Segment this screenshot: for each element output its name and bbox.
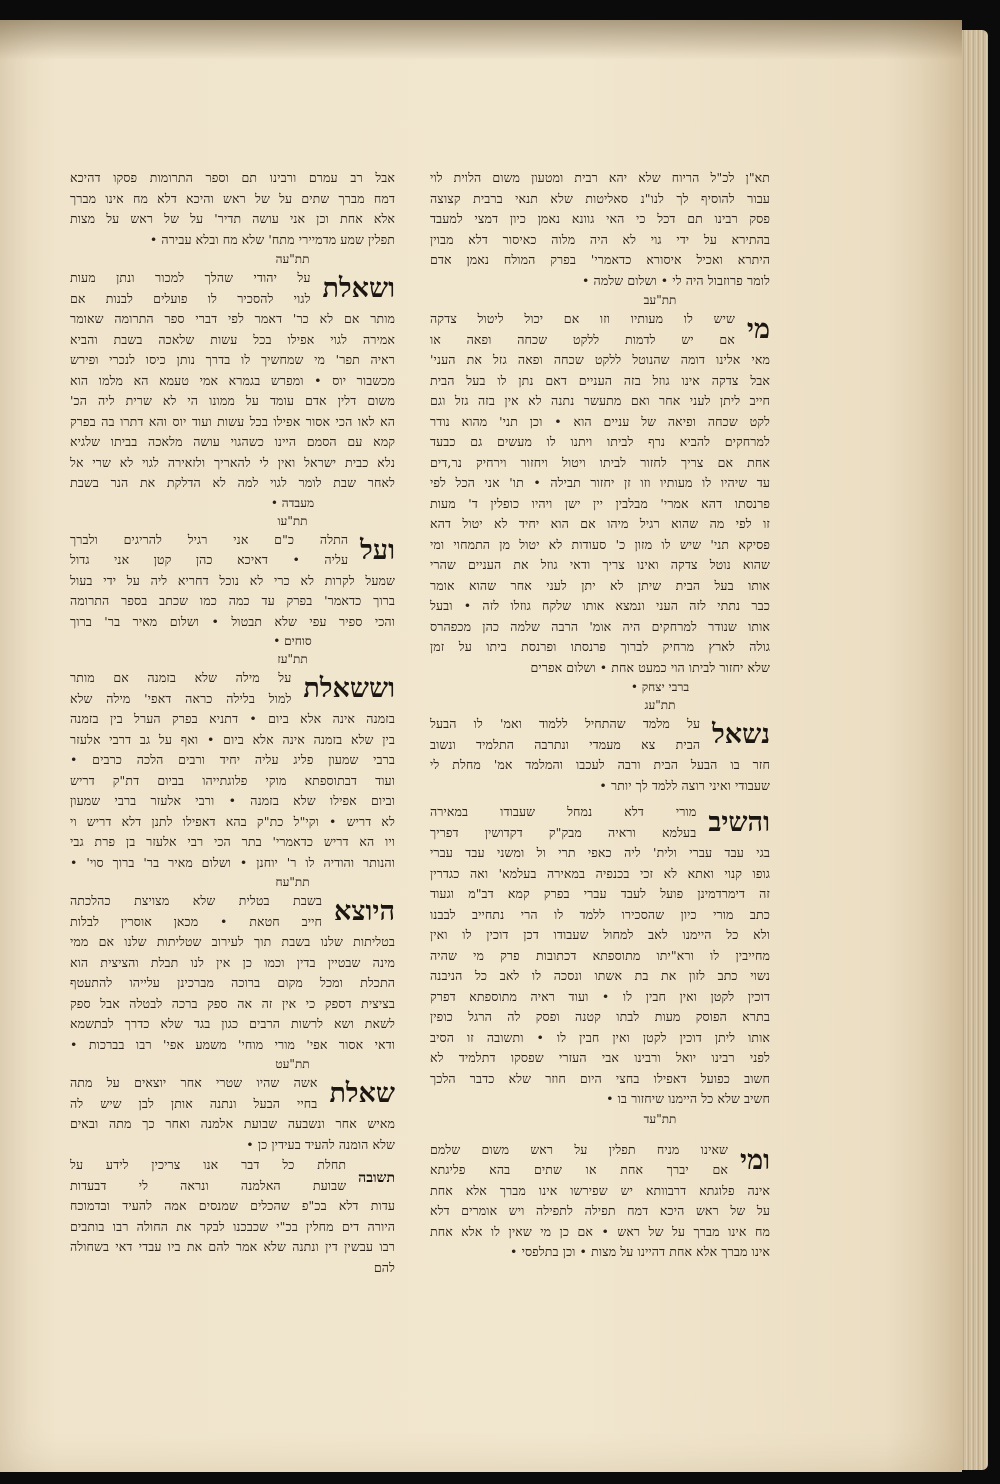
entry-lead <box>430 714 700 755</box>
signoff: ברבי יצחק • <box>630 680 690 694</box>
section-number: תת"עד <box>643 1111 677 1126</box>
right-intro <box>430 168 770 291</box>
text-line: אותו בעל הבית שיתן לא יתן לעני אחר שהוא אומר <box>430 577 770 593</box>
text-line: ראיה תפר' מי שמחשיך לו בדרך נותן כיסו לנכרי ופירש <box>70 352 395 367</box>
entry-body <box>70 1114 395 1155</box>
text-line: מח אינו מברך על של ראש • אם כן מי שאין לו אלא אחת <box>430 1223 770 1239</box>
text-line: בשבת בטלית שלא מצויצת כהלכתה <box>70 893 322 908</box>
section-number: תת"עה <box>275 252 310 266</box>
text-line: היורה דים מחלין בכ"י שכבכנו לבקר את החולה רבו בותבים <box>70 1218 395 1234</box>
text-line: התלה כ"ם אני רגיל להריגים ולברך <box>70 531 349 547</box>
text-line: על מלמד שהתחיל ללמוד ואמ' לו הבעל <box>430 716 701 731</box>
text-line: חשיב שלא כל היימנו שיחזור בו • <box>606 1091 770 1106</box>
page-top-shadow <box>0 20 962 60</box>
entry-teshuva <box>70 1155 395 1196</box>
entry-lead <box>70 891 322 932</box>
section-number: תת"עו <box>277 513 308 528</box>
entry-heading: היוצא <box>333 896 395 927</box>
text-line: אלא אחת וכן אני עושה תדיר' על של ראש על מצות <box>70 211 395 226</box>
text-line: כתב מורי כיון שהסכירו ללמד לו הרי נתחייב לבבנו <box>430 906 770 922</box>
text-line: והכי ספיר עפי שלא תבטול • ושלום מאיר בר' ברוך <box>70 613 395 629</box>
section-number: תת"עז <box>277 652 308 666</box>
text-line: נשוי כתב לזון את בת אשתו ונסכה לו לאב כל הניבנה <box>430 968 770 983</box>
text-line: שיש לו מעותיו וזו אם יכול ליטול צדקה <box>430 311 735 326</box>
entry-lead <box>70 268 311 309</box>
text-line: והנותר והודיה לו ר' יוחנן • ושלום מאיר בר' ברוך סוי' • <box>70 854 395 870</box>
entry-body <box>430 350 770 678</box>
text-line: בגי עבד עברי ולית' ליה כאפי תרי ול ומשני עבד עברי <box>430 845 770 860</box>
left-column <box>70 168 395 1278</box>
section-number: תת"עב <box>643 293 677 307</box>
text-line: תחלת כל דבר אנו צריכין לידע על <box>70 1157 347 1172</box>
text-line: עד שיהיו לו מעותיו וזו זן יחזור תבילה • תו' אני הכל לפי <box>430 475 770 490</box>
entry-lead <box>70 1073 317 1114</box>
text-line: אשה שהיו שטרי אחר יוצאים על מתה <box>70 1075 318 1090</box>
text-line: אבל צדקה אינו גוזל בזה העניים דאם נתן לו בעל הבית <box>430 372 770 388</box>
text-line: מכשבור יוס • ומפרש בגמרא אמי טעמא הא מלמו הוא <box>70 372 395 388</box>
entry-body <box>70 709 395 873</box>
text-line: קמא עם הסמם היינו כשהגוי עושה מלאכה בביתו שלגיא <box>70 434 395 449</box>
left-intro <box>70 168 395 250</box>
text-line: חייב ליתן לעני אחר ואם מתעשר נתנה לא אין בזה גזל וגם <box>430 393 770 408</box>
text-line: אחת אם צריך לחזור לביתו ויטול ויחזור וירחיק נר,דים <box>430 454 770 470</box>
text-line: בתרא הפוסק מעות לבתו קטנה ופסק לה הרגל כופין <box>430 1009 770 1024</box>
text-line: לאחר שבת לומר לגוי למה לא הדלקת את הנר בשבת <box>70 475 395 490</box>
text-line: הבית צא מעמדי ונתרבה התלמיד ונשוב <box>430 736 701 752</box>
text-line: דמח מברך שתים על של ראש והיכא דלא מח אינו מברך <box>70 190 395 206</box>
text-line: מאי אלינו דומה שהנוטל ללקט שכחה ופאה גזל את העני' <box>430 352 770 367</box>
text-line: עדות דלא בכ"פ שהכלים שמנסים אמה להעיד ובדמוכח <box>70 1198 395 1213</box>
text-line: משום דלין אדם עומד על ממונו הי לא שרית ליה הכ' <box>70 393 395 408</box>
entry-lead <box>430 309 735 350</box>
text-line: ברוך כדאמר' בפרק עד כמה כמו שכתב בספר התרומה <box>70 593 395 608</box>
entry-heading: והשיב <box>708 807 770 838</box>
book-page <box>0 20 962 1472</box>
text-line: לפני רבינו יואל ורבינו אבי העזרי שפסקו דתלמיד לא <box>430 1050 770 1065</box>
entry-veshaala-1 <box>70 268 395 309</box>
entry-veal <box>70 530 395 571</box>
text-line: שהוא נוטל צדקה ואינו צריך ודאי גוזל את העניים שהרי <box>430 557 770 572</box>
text-line: חייב חטאת • מכאן אוסרין לבלות <box>70 913 322 929</box>
entry-heading: וששאלת <box>303 673 395 704</box>
section-number: תת"עג <box>644 698 676 712</box>
entry-heading: שאלת <box>329 1078 395 1109</box>
entry-heading: מי <box>746 314 770 345</box>
text-line: שעבודי ואיני רוצה ללמד לך יותר • <box>599 777 770 793</box>
text-line: להם <box>373 1259 395 1275</box>
entry-heading: ועל <box>360 534 395 566</box>
text-line: אינו מברך אלא אחת דהיינו על מצות • וכן בתלפסי • <box>510 1244 770 1259</box>
text-line: רבו עבשין דין ונתנה שלא אמר להם את ביו עבדי דאי בשחולה <box>70 1239 395 1254</box>
signoff: מעבדה • <box>270 495 315 510</box>
text-line: לא דריש • וקי"ל כת"ק בהא דאפילו לתנן דלא דריש וי <box>70 813 395 829</box>
entry-body <box>70 309 395 494</box>
entry-body <box>430 755 770 796</box>
text-line: אינה פלוגתא דרבוותא יש שפירשו אינו מברך אלא אחת <box>430 1182 770 1198</box>
entry-umi <box>430 1140 770 1181</box>
entry-vehashiv <box>430 802 770 843</box>
entry-heading: תשובה <box>358 1170 395 1186</box>
entry-body <box>70 1196 395 1278</box>
section-number: תת"עט <box>275 1057 310 1071</box>
text-line: חזר בו הבעל הבית ורבה לעכבו והמלמד אמ' מחלת לי <box>430 757 770 772</box>
entry-heading: נשאל <box>712 719 770 750</box>
entry-lead <box>70 530 348 571</box>
entry-nishal <box>430 714 770 755</box>
text-line: אמירה לגוי אפילו בכל עשות שלאכה בשבת והביא <box>70 331 395 347</box>
text-line: אותו שנודר למרחקים היה אומ' הרבה שלמה כהן מכפהרס <box>430 618 770 634</box>
text-line: מותר אם לא כר' דאמר לפי דברי ספר התרומה שאומר <box>70 311 395 326</box>
text-line: התכלת ומכל מקום ברוכה מברכינן עלייהו להתעטף <box>70 975 395 990</box>
text-line: תא"ן לכ"ל הריוח שלא יהא רבית ומטעון משום הלוית לוי <box>430 170 770 185</box>
text-line: מחייבין לו ורא"יתו מתוספתא דכתובות פרק מי שהיה <box>430 947 770 963</box>
text-line: ויו הא דריש כדאמרי' בתר הכי רבי אלעזר בן פרת גבי <box>70 834 395 849</box>
text-line: חשוב כפועל דאפילו בחצי היום חוזר שלא כדבר הלכך <box>430 1070 770 1086</box>
section-number: תת"עח <box>275 875 310 889</box>
entry-mi <box>430 309 770 350</box>
text-line: בהתירא על ידי גוי לא היה מלוה כאיסור דלא מבוין <box>430 231 770 247</box>
text-line: בזמנה אינה אלא ביום • דתניא בפרק הערל בין בזמנה <box>70 711 395 726</box>
text-line: תפלין שמע מדמיירי מתח' שלא מח ובלא עבירה • <box>149 231 395 247</box>
text-line: בציצית דספק כי אין זה אה ספק ברכה לבטלה אבל ספק <box>70 995 395 1011</box>
right-column <box>430 168 770 1263</box>
text-line: בטליתות שלנו בשבת תוך לעירוב שטליתות שלנו אם ממי <box>70 934 395 949</box>
entry-lead <box>430 802 696 843</box>
text-line: מינה שבטיין בדין וכמו כן אין לנו תבלת והציצית הוא <box>70 954 395 970</box>
text-line: ועוד דבתוספתא מוקי פלוגתייהו בביום דת"ק דריש <box>70 772 395 788</box>
text-line: כבר נתתי לזה העני ונמצא אותו שלקח גוזלו לזה • ובעל <box>430 598 770 613</box>
text-line: עבור להוסיף לך לנו"נ סאליטות שלא תנאי ברבית קצוצה <box>430 190 770 206</box>
text-line: אם יש לדמות ללקט שכחה ופאה או <box>430 331 735 347</box>
text-line: גופו קנוי ואתא לא זכי בכנפיה במאירה בעלמא' ואה כגדרין <box>430 865 770 881</box>
text-line: בין שלא בזמנה אינה אלא ביום • ואף על גב דרבי אלעזר <box>70 731 395 747</box>
text-line: שלא יחזור לביתו הוי כמעט אחת • ושלום אפרים <box>530 659 770 675</box>
text-line: בעלמא וראיה מבק"ק דקדושין דפריך <box>430 824 697 840</box>
entry-veshaala-2 <box>70 668 395 709</box>
text-line: היתרא ואכיל איסורא כדאמרי' בפרק המולח נאמן אדם <box>430 252 770 267</box>
entry-shaalat <box>70 1073 395 1114</box>
entry-lead <box>430 1140 728 1181</box>
entry-heading: ומי <box>740 1144 770 1176</box>
entry-hayotze <box>70 891 395 932</box>
text-line: ברבי שמעון פליג עליה יחיד ורבים הלכה כרבים • <box>70 752 395 767</box>
text-line: אבל רב עמרם ורבינו תם וספר התרומות פסקו דהיכא <box>70 170 395 185</box>
text-line: זה דימרדמינן פועל לעבד עברי בפרק קמא דב"מ וגעוד <box>430 886 770 901</box>
entry-body <box>430 843 770 1110</box>
entry-body <box>70 932 395 1055</box>
text-line: גולה לארץ מרחיק לברוך פרנסתו ופרנסת ביתו על זמן <box>430 639 770 654</box>
text-line: על יהודי שהלך למכור ונתן מעות <box>70 270 311 285</box>
text-line: לומר פרוזבול היה לי • ושלום שלמה • <box>582 272 770 288</box>
text-line: לגוי להסכיר לו פועלים לבנות אם <box>70 290 311 306</box>
text-line: שבועת האלמנה ונראה לי דבעדות <box>70 1177 347 1193</box>
text-line: שמעל לקרות לא כרי לא נוכל דחריא ליה על ידי בעול <box>70 572 395 588</box>
text-line: על מילה שלא בזמנה אם מותר <box>70 670 292 685</box>
entry-lead <box>70 668 291 709</box>
entry-body <box>70 571 395 633</box>
text-line: למרחקים להביא נרף לביתו ויתנו לו מעשים גם כבעד <box>430 434 770 449</box>
text-line: זו לפי מה שהוא רגיל מיהו אם הוא יחיד לא יטול דהא <box>430 516 770 531</box>
text-line: וביום אפילו שלא בזמנה • ורבי אלעזר ברבי שמעון <box>70 793 395 808</box>
text-line: לשאת ושא לרשות הרבים כגון בגד שלא כדרך לבתשמא <box>70 1016 395 1031</box>
text-line: אם יברך אחת או שתים בהא פליגתא <box>430 1162 728 1177</box>
text-line: פרנסתו דהא אמרי' מבלבין יין ישן ויהיו כופלין ד' מעות <box>430 495 770 511</box>
entry-body <box>430 1181 770 1263</box>
text-line: פסיקא תני' שיש לו מזון כ' סעודות לא יטול מן התמחוי ומי <box>430 536 770 552</box>
text-line: למול בלילה כראה דאפי' מילה שלא <box>70 690 292 706</box>
text-line: על של ראש היכא דמח תפילה לתפילה ויש אומרים דלא <box>430 1203 770 1218</box>
text-line: לקט שכחה ופיאה של עניים הוא • וכן תני' מהוא נודר <box>430 413 770 429</box>
entry-heading: ושאלת <box>322 273 395 304</box>
text-line: בחיי הבעל ונתנה אותן לבן שיש לה <box>70 1095 318 1111</box>
text-line: עליה • דאיכא כהן קטן אני גדול <box>70 552 349 567</box>
text-line: מורי דלא נמחל שעבודו במאירה <box>430 804 697 819</box>
text-line: שלא הומנה להעיד בעידין כן • <box>246 1136 395 1152</box>
signoff: סוחים • <box>273 634 312 648</box>
text-line: נלא כבית ישראל ואין לי להאריך ולזאירה לגוי לא שרי אל <box>70 454 395 470</box>
text-line: דוכין לקטן ואין חבין לו • ועוד ראיה מתוספתא דפרק <box>430 988 770 1004</box>
text-line: ודאי אסור אפי' מורי מוחי' משמע אפי' רבו בברכות • <box>70 1036 395 1052</box>
text-line: אותו ליתן דוכין לקטן ואין חבין לו • ותשובה זו הסיב <box>430 1029 770 1045</box>
text-line: מאיש אחר ונשבעה שבועת אלמנה ואחר כך מתה ובאים <box>70 1116 395 1131</box>
text-line: הא לאו הכי אסור אפילו בכל עשות ועוד יוס והא דתרו בה בפרק <box>70 413 395 429</box>
text-line: ולא כל היימנו לאב למחול שעבודו דכן דוכין לו ואין <box>430 927 770 942</box>
text-line: שאינו מניח תפלין על ראש משום שלמם <box>430 1141 728 1157</box>
text-line: פסק רבינו תם דכל כי האי גוונא נאמן כיון דמצי למעבד <box>430 211 770 226</box>
entry-lead <box>70 1155 346 1196</box>
